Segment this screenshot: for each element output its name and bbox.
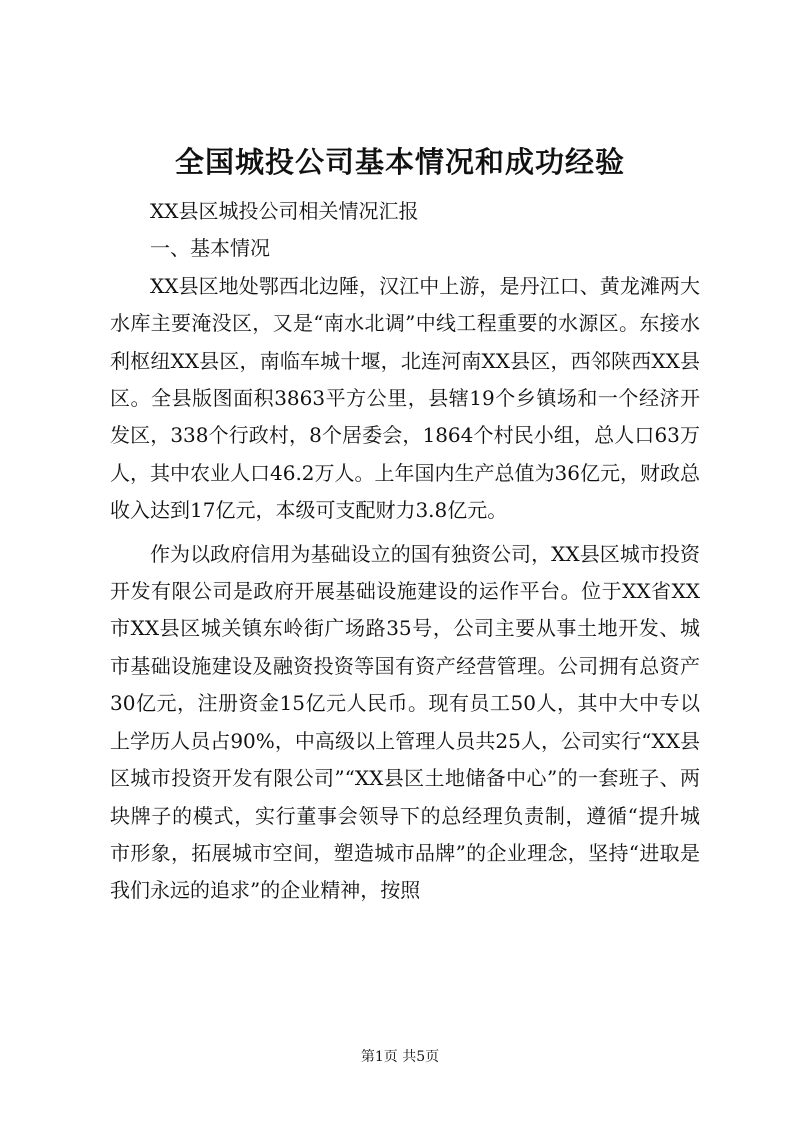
paragraph-1: XX县区地处鄂西北边陲，汉江中上游，是丹江口、黄龙滩两大水库主要淹没区，又是“南水北调”中线工程重要的水源区。东接水利枢纽XX县区，南临车城十堰，北连河南XX县区，西邻陕西XX县区。全县版图面积3863平方公里，县辖19个乡镇场和一个经济开发区，338个行政村，8个居委会，1864个村民小组，总人口63万人，其中农业人口46.2万人。上年国内生产总值为36亿元，财政总收入达到17亿元，本级可支配财力3.8亿元。 — [110, 273, 700, 523]
section-heading: 一、基本情况 — [150, 236, 270, 261]
paragraph-2: 作为以政府信用为基础设立的国有独资公司，XX县区城市投资开发有限公司是政府开展基础设施建设的运作平台。位于XX省XX市XX县区城关镇东岭街广场路35号，公司主要从事土地开发、城市基础设施建设及融资投资等国有资产经营管理。公司拥有总资产30亿元，注册资金15亿元人民币。现有员工50人，其中大中专以上学历人员占90%，中高级以上管理人员共25人，公司实行“XX县区城市投资开发有限公司”“XX县区土地储备中心”的一套班子、两块牌子的模式，实行董事会领导下的总经理负责制，遵循“提升城市形象，拓展城市空间，塑造城市品牌”的企业理念，坚持“进取是我们永远的追求”的企业精神，按照 — [110, 541, 700, 903]
document-subtitle: XX县区城投公司相关情况汇报 — [150, 199, 419, 223]
document-title: 全国城投公司基本情况和成功经验 — [174, 145, 625, 179]
document-body — [110, 193, 700, 910]
page-footer: 第1页 共5页 — [360, 1049, 440, 1065]
